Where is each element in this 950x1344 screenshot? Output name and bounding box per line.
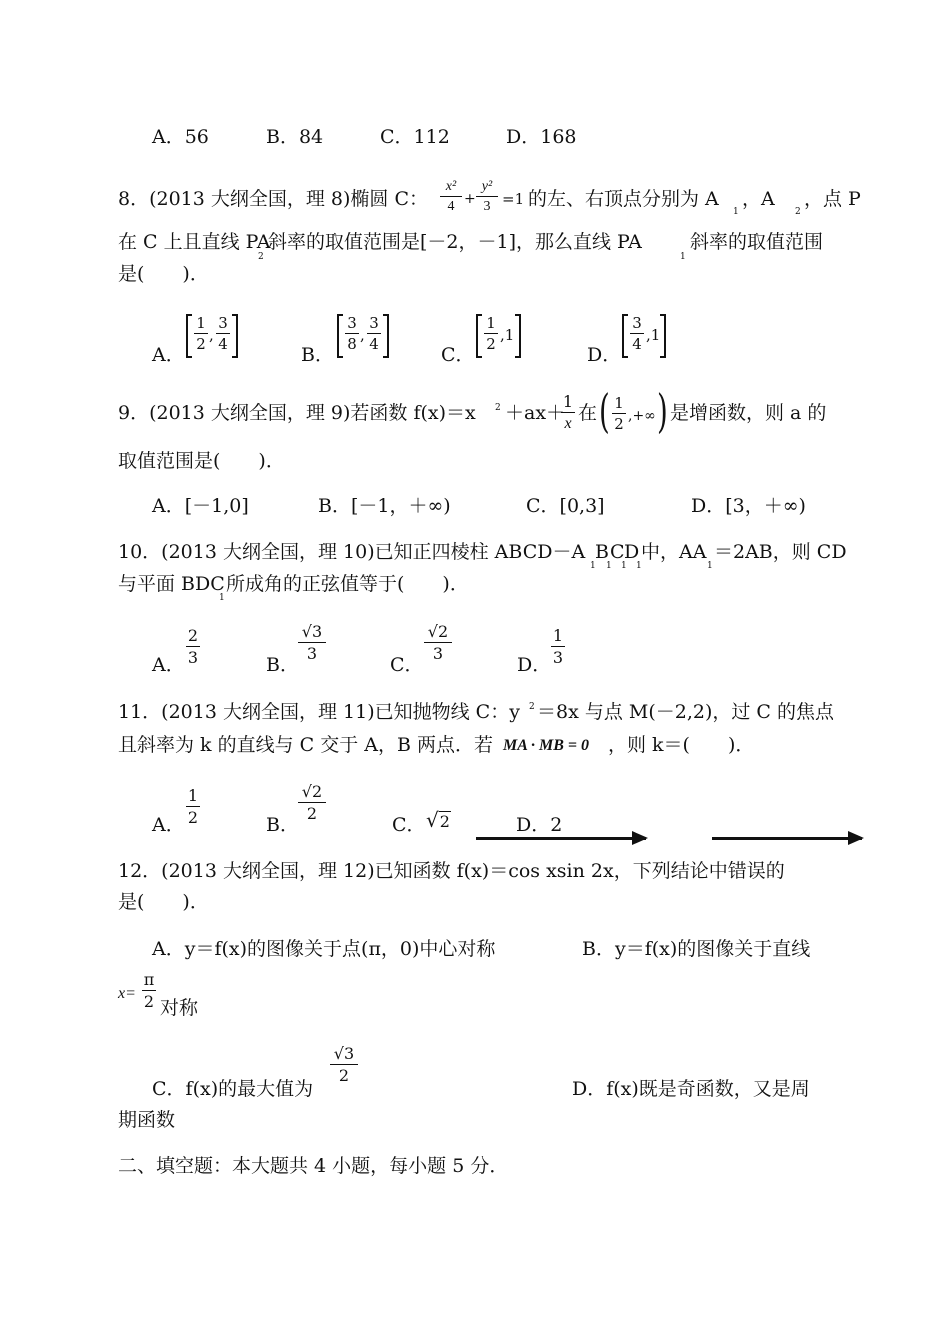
q9-option-d: D．[3，＋∞) <box>691 495 806 517</box>
q12-option-c-value: √3 2 <box>330 1046 358 1084</box>
q8-fraction-y2-over-3 <box>476 180 498 214</box>
q10-sub-4: 1 <box>636 561 642 571</box>
q8-frac2-den: 3 <box>483 199 491 214</box>
q8-option-d-value: ,1 <box>646 326 661 344</box>
q8-line2-b: 斜率的取值范围是[－2，－1]，那么直线 PA <box>268 231 642 253</box>
q10-option-d-value: 1 3 <box>552 626 564 667</box>
q9-interval-right: ,+∞ <box>628 408 656 424</box>
q7-option-d: D．168 <box>506 126 577 148</box>
q8-option-d-frac1: 3 4 <box>630 316 644 352</box>
q9-interval-fraction: 1 2 <box>612 396 626 432</box>
q11-vector-condition: MA · MB = 0 <box>503 737 590 754</box>
q10-option-c-value: √2 3 <box>424 624 452 662</box>
q9-interval-paren-left: ( <box>599 384 610 438</box>
q8-frac1-num: x² <box>445 179 457 194</box>
q11-stem-prefix: 11．(2013 大纲全国，理 11)已知抛物线 C：y <box>118 701 520 723</box>
q8-option-a-bracket-right <box>232 314 238 358</box>
q10-option-a-label: A． <box>152 654 185 676</box>
q11-stem-post: ＝8x 与点 M(－2,2)，过 C 的焦点 <box>537 701 834 723</box>
q12-option-b-pi-over-2: π 2 <box>143 970 155 1011</box>
q11-option-b-value: √2 2 <box>298 784 326 822</box>
q10-sub-1: 1 <box>590 561 596 571</box>
q10-line2-b: 所成角的正弦值等于( )． <box>226 573 469 595</box>
q8-option-b-bracket-right <box>383 314 389 358</box>
q12-option-c: C．f(x)的最大值为 <box>152 1078 314 1100</box>
q8-option-c-frac1: 1 2 <box>484 316 498 352</box>
q8-sub-1: 1 <box>733 207 739 217</box>
q9-option-c: C．[0,3] <box>526 495 605 517</box>
q9-interval-paren-right: ) <box>657 384 668 438</box>
q11-option-a-value: 1 2 <box>187 786 199 827</box>
q8-option-b-frac2: 3 4 <box>367 316 381 352</box>
q8-option-a-bracket-left <box>186 314 192 358</box>
q8-option-b-bracket-left <box>337 314 343 358</box>
q10-option-b-label: B． <box>266 654 299 676</box>
q8-option-a-frac1: 1 2 <box>194 316 208 352</box>
q9-stem-in: 在 <box>578 402 598 424</box>
q8-stem-a2: ，A <box>742 188 775 210</box>
q11-option-a-label: A． <box>152 814 185 836</box>
q8-line2-sub2: 1 <box>680 252 686 262</box>
q8-line3: 是( )． <box>118 263 209 285</box>
q9-option-b: B．[－1，＋∞) <box>318 495 451 517</box>
q8-option-c-label: C． <box>441 344 475 366</box>
q10-line2-sub: 1 <box>219 593 225 603</box>
q11-option-b-label: B． <box>266 814 299 836</box>
q8-option-a-comma: , <box>209 326 214 344</box>
q10-option-a-value: 2 3 <box>187 626 199 667</box>
q9-stem-mid: ＋ax＋ <box>505 402 566 424</box>
q8-option-c-bracket-left <box>476 314 482 358</box>
q9-option-a: A．[－1,0] <box>152 495 249 517</box>
q12-option-b: B．y＝f(x)的图像关于直线 <box>582 938 811 960</box>
arrow-line-2 <box>712 837 862 840</box>
q8-line2-sub: 2 <box>258 252 264 262</box>
q8-fraction-x2-over-4 <box>440 180 462 214</box>
q9-stem-post: 是增函数，则 a 的 <box>670 402 827 424</box>
q9-exponent: 2 <box>495 403 501 413</box>
q10-sub-5: 1 <box>707 561 713 571</box>
q8-sub-2: 2 <box>795 207 801 217</box>
q12-option-a: A．y＝f(x)的图像关于点(π，0)中心对称 <box>152 938 496 960</box>
q9-line2: 取值范围是( )． <box>118 450 285 472</box>
q10-line2-a: 与平面 BDC <box>118 573 225 595</box>
q8-option-d-bracket-left <box>622 314 628 358</box>
section-2-heading: 二、填空题：本大题共 4 小题，每小题 5 分． <box>118 1155 509 1177</box>
q10-sub-2: 1 <box>606 561 612 571</box>
q10-stem-post: ＝2AB，则 CD <box>714 541 847 563</box>
q8-frac2-num: y² <box>481 179 493 194</box>
q11-option-c-label: C． <box>392 814 426 836</box>
q8-stem-prefix: 8．(2013 大纲全国，理 8)椭圆 C： <box>118 188 429 210</box>
q7-option-b: B．84 <box>266 126 324 148</box>
q12-option-b-symmetric: 对称 <box>160 997 199 1019</box>
q8-line2-a: 在 C 上且直线 PA <box>118 231 271 253</box>
q8-frac1-den: 4 <box>447 199 455 214</box>
q8-stem-point-p: ，点 P <box>804 188 861 210</box>
q8-option-d-label: D． <box>587 344 622 366</box>
q10-stem-prefix: 10．(2013 大纲全国，理 10)已知正四棱柱 ABCD－A <box>118 541 586 563</box>
q8-option-c-value: ,1 <box>500 326 515 344</box>
q8-stem-text: 的左、右顶点分别为 A <box>528 188 719 210</box>
q8-option-b-frac1: 3 8 <box>345 316 359 352</box>
q10-option-b-value: √3 3 <box>298 624 326 662</box>
q10-c: C <box>610 541 625 563</box>
q8-option-d-bracket-right <box>660 314 666 358</box>
q11-line2-b: ，则 k＝( )． <box>608 734 755 756</box>
q10-stem-mid: 中，AA <box>641 541 707 563</box>
q10-option-d-label: D． <box>517 654 552 676</box>
q11-option-c-value: √2 <box>426 808 450 832</box>
q9-fraction-1-over-x: 1 x <box>562 392 574 432</box>
arrow-line-1 <box>476 837 646 840</box>
q12-line2: 是( )． <box>118 891 209 913</box>
q12-line1: 12．(2013 大纲全国，理 12)已知函数 f(x)＝cos xsin 2x，下列结论中错误的 <box>118 860 785 882</box>
q8-option-b-label: B． <box>301 344 334 366</box>
q8-option-c-bracket-right <box>515 314 521 358</box>
q11-exponent: 2 <box>529 702 535 712</box>
q11-line2-a: 且斜率为 k 的直线与 C 交于 A，B 两点．若 <box>118 734 493 756</box>
q8-option-a-label: A． <box>152 344 185 366</box>
q10-sub-3: 1 <box>621 561 627 571</box>
q8-equals-one: =1 <box>502 190 525 208</box>
q11-option-d: D．2 <box>516 814 563 836</box>
q10-option-c-label: C． <box>390 654 424 676</box>
q8-option-b-comma: , <box>360 326 365 344</box>
q10-b: B <box>595 541 609 563</box>
q7-option-a: A．56 <box>152 126 209 148</box>
q10-d: D <box>624 541 640 563</box>
q8-line2-c: 斜率的取值范围 <box>690 231 824 253</box>
q8-option-a-frac2: 3 4 <box>216 316 230 352</box>
q12-option-b-x-equals: x= <box>118 985 136 1002</box>
q9-stem-prefix: 9．(2013 大纲全国，理 9)若函数 f(x)＝x <box>118 402 476 424</box>
q12-option-d-continued: 期函数 <box>118 1109 176 1131</box>
q7-option-c: C．112 <box>380 126 450 148</box>
q12-option-d: D．f(x)既是奇函数，又是周 <box>572 1078 810 1100</box>
q8-plus: + <box>464 191 476 207</box>
